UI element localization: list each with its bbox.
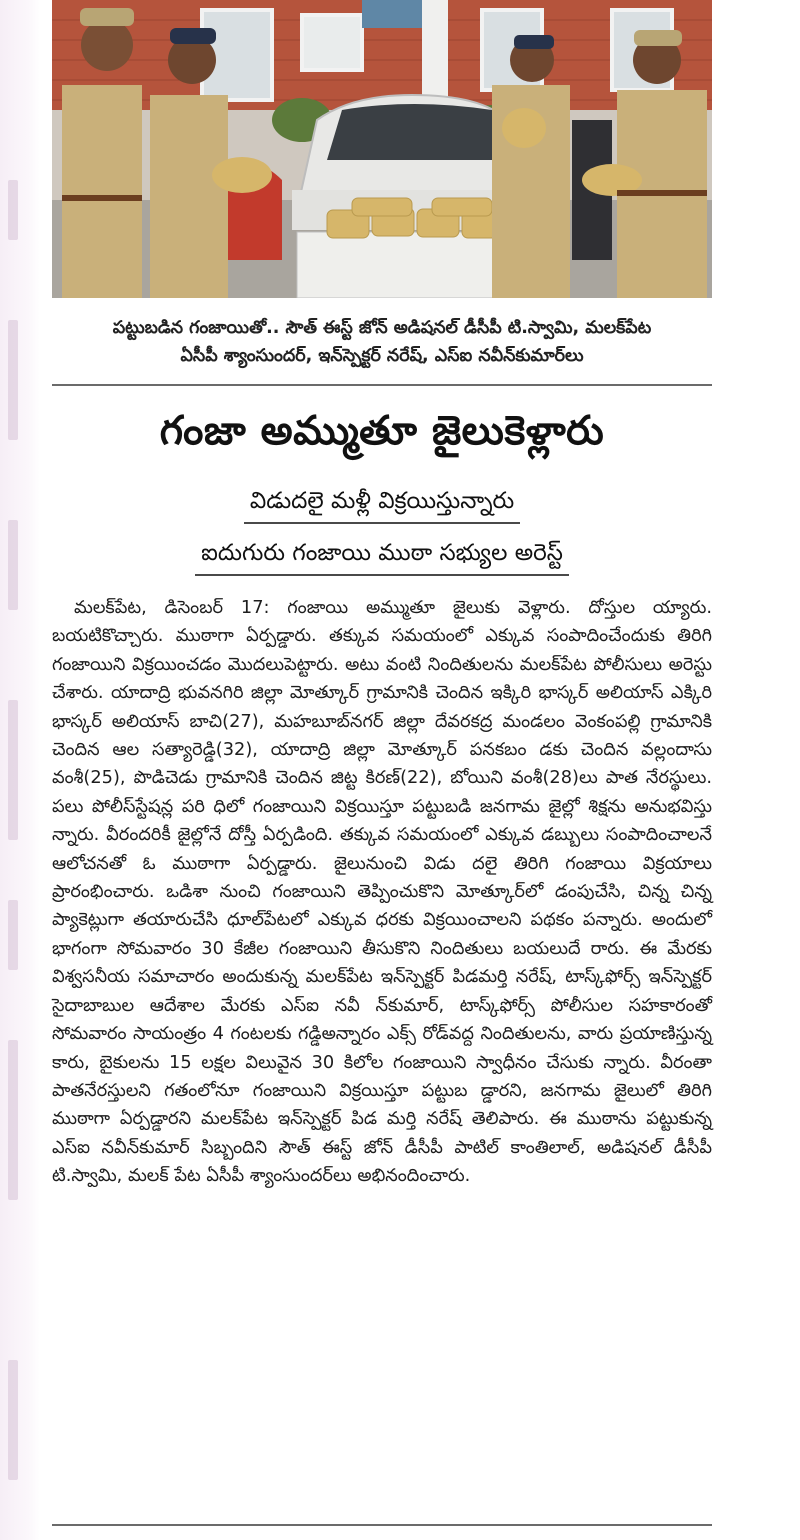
caption-divider [52, 384, 712, 386]
subheadline-2-text: ఐదుగురు గంజాయి ముఠా సభ్యుల అరెస్ట్ [195, 536, 569, 576]
photo-caption [52, 314, 712, 370]
caption-line-2: ఏసీపీ శ్యాంసుందర్, ఇన్‌స్పెక్టర్ నరేష్, ఎస్ఐ నవీన్‌కుమార్‌లు [180, 346, 584, 366]
subheadline-1 [52, 484, 712, 524]
bottom-divider [52, 1524, 712, 1526]
subheadline-1-text: విడుదలై మళ్లీ విక్రయిస్తున్నారు [244, 484, 520, 524]
subheadline-2 [52, 536, 712, 576]
news-article [52, 0, 712, 1191]
article-body: మలక్‌పేట, డిసెంబర్ 17: గంజాయి అమ్ముతూ జైలుకు వెళ్లారు. దోస్తుల య్యారు. బయటికొచ్చారు. ముఠాగా ఏర్పడ్డారు. తక్కువ సమయంలో ఎక్కువ సంపాదించేందుకు తిరిగి గంజాయిని విక్రయించడం మొదలుపెట్టారు. అటు వంటి నిందితులను మలక్‌పేట పోలీసులు అరెస్టు చేశారు. యాదాద్రి భువనగిరి జిల్లా మోత్కూర్ గ్రామానికి చెందిన ఇక్కిరి భాస్కర్ అలియాస్ ఎక్కిరి భాస్కర్ అలియాస్ బాచి(27), మహబూబ్‌నగర్ జిల్లా దేవరకద్ర మండలం వెంకంపల్లి గ్రామానికి చెందిన ఆల సత్యారెడ్డి(32), యాదాద్రి జిల్లా మోత్కూర్ పనకబం డకు చెందిన వల్లందాసు వంశీ(25), పొడిచెడు గ్రామానికి చెందిన జిట్ట కిరణ్(22), బోయిని వంశీ(28)లు పాత నేరస్థులు. పలు పోలీస్‌స్టేషన్ల పరి ధిలో గంజాయిని విక్రయిస్తూ పట్టుబడి జనగామ జైల్లో శిక్షను అనుభవిస్తు న్నారు. వీరందరికీ జైల్లోనే దోస్తీ ఏర్పడింది. తక్కువ సమయంలో ఎక్కువ డబ్బులు సంపాదించాలనే ఆలోచనతో ఓ ముఠాగా ఏర్పడ్డారు. జైలునుంచి విడు దలై తిరిగి గంజాయి విక్రయాలు ప్రారంభించారు. ఒడిశా నుంచి గంజాయిని తెప్పించుకొని మోత్కూర్‌లో డంపుచేసి, చిన్న చిన్న ప్యాకెట్లుగా తయారుచేసి ధూల్‌పేటలో ఎక్కువ ధరకు విక్రయించాలని పథకం పన్నారు. అందులో భాగంగా సోమవారం 30 కేజీల గంజాయిని తీసుకొని నిందితులు బయలుదే రారు. ఈ మేరకు విశ్వసనీయ సమాచారం అందుకున్న మలక్‌పేట ఇన్‌స్పెక్టర్ పిడమర్తి నరేష్, టాస్క్‌ఫోర్స్ ఇన్‌స్పెక్టర్ సైదాబాబుల ఆదేశాల మేరకు ఎస్ఐ నవీ న్‌కుమార్, టాస్క్‌ఫోర్స్ పోలీసుల సహకారంతో సోమవారం సాయంత్రం 4 గంటలకు గడ్డిఅన్నారం ఎక్స్ రోడ్‌వద్ద నిందితులను, వారు ప్రయాణిస్తున్న కారు, బైకులను 15 లక్షల విలువైన 30 కిలోల గంజాయిని స్వాధీనం చేసుకు న్నారు. వీరంతా పాతనేరస్తులని గతంలోనూ గంజాయిని విక్రయిస్తూ పట్టుబ డ్డారని, జనగామ జైలులో తిరిగి ముఠాగా ఏర్పడ్డారని మలక్‌పేట ఇన్‌స్పెక్టర్ పిడ మర్తి నరేష్ తెలిపారు. ఈ ముఠాను పట్టుకున్న ఎస్ఐ నవీన్‌కుమార్ సిబ్బందిని సౌత్ ఈస్ట్ జోన్ డీసీపీ పాటిల్ కాంతిలాల్, అడిషనల్ డీసీపీ టి.స్వామి, మలక్ పేట ఏసీపీ శ్యాంసుందర్‌లు అభినందించారు. [52, 597, 712, 1187]
headline: గంజా అమ్ముతూ జైలుకెళ్లారు [159, 408, 605, 454]
caption-line-1: పట్టుబడిన గంజాయితో.. సౌత్ ఈస్ట్ జోన్ అడిషనల్ డీసీపీ టి.స్వామి, మలక్‌పేట [112, 318, 652, 338]
left-margin-bleed [0, 0, 40, 1540]
article-photo [52, 0, 712, 298]
